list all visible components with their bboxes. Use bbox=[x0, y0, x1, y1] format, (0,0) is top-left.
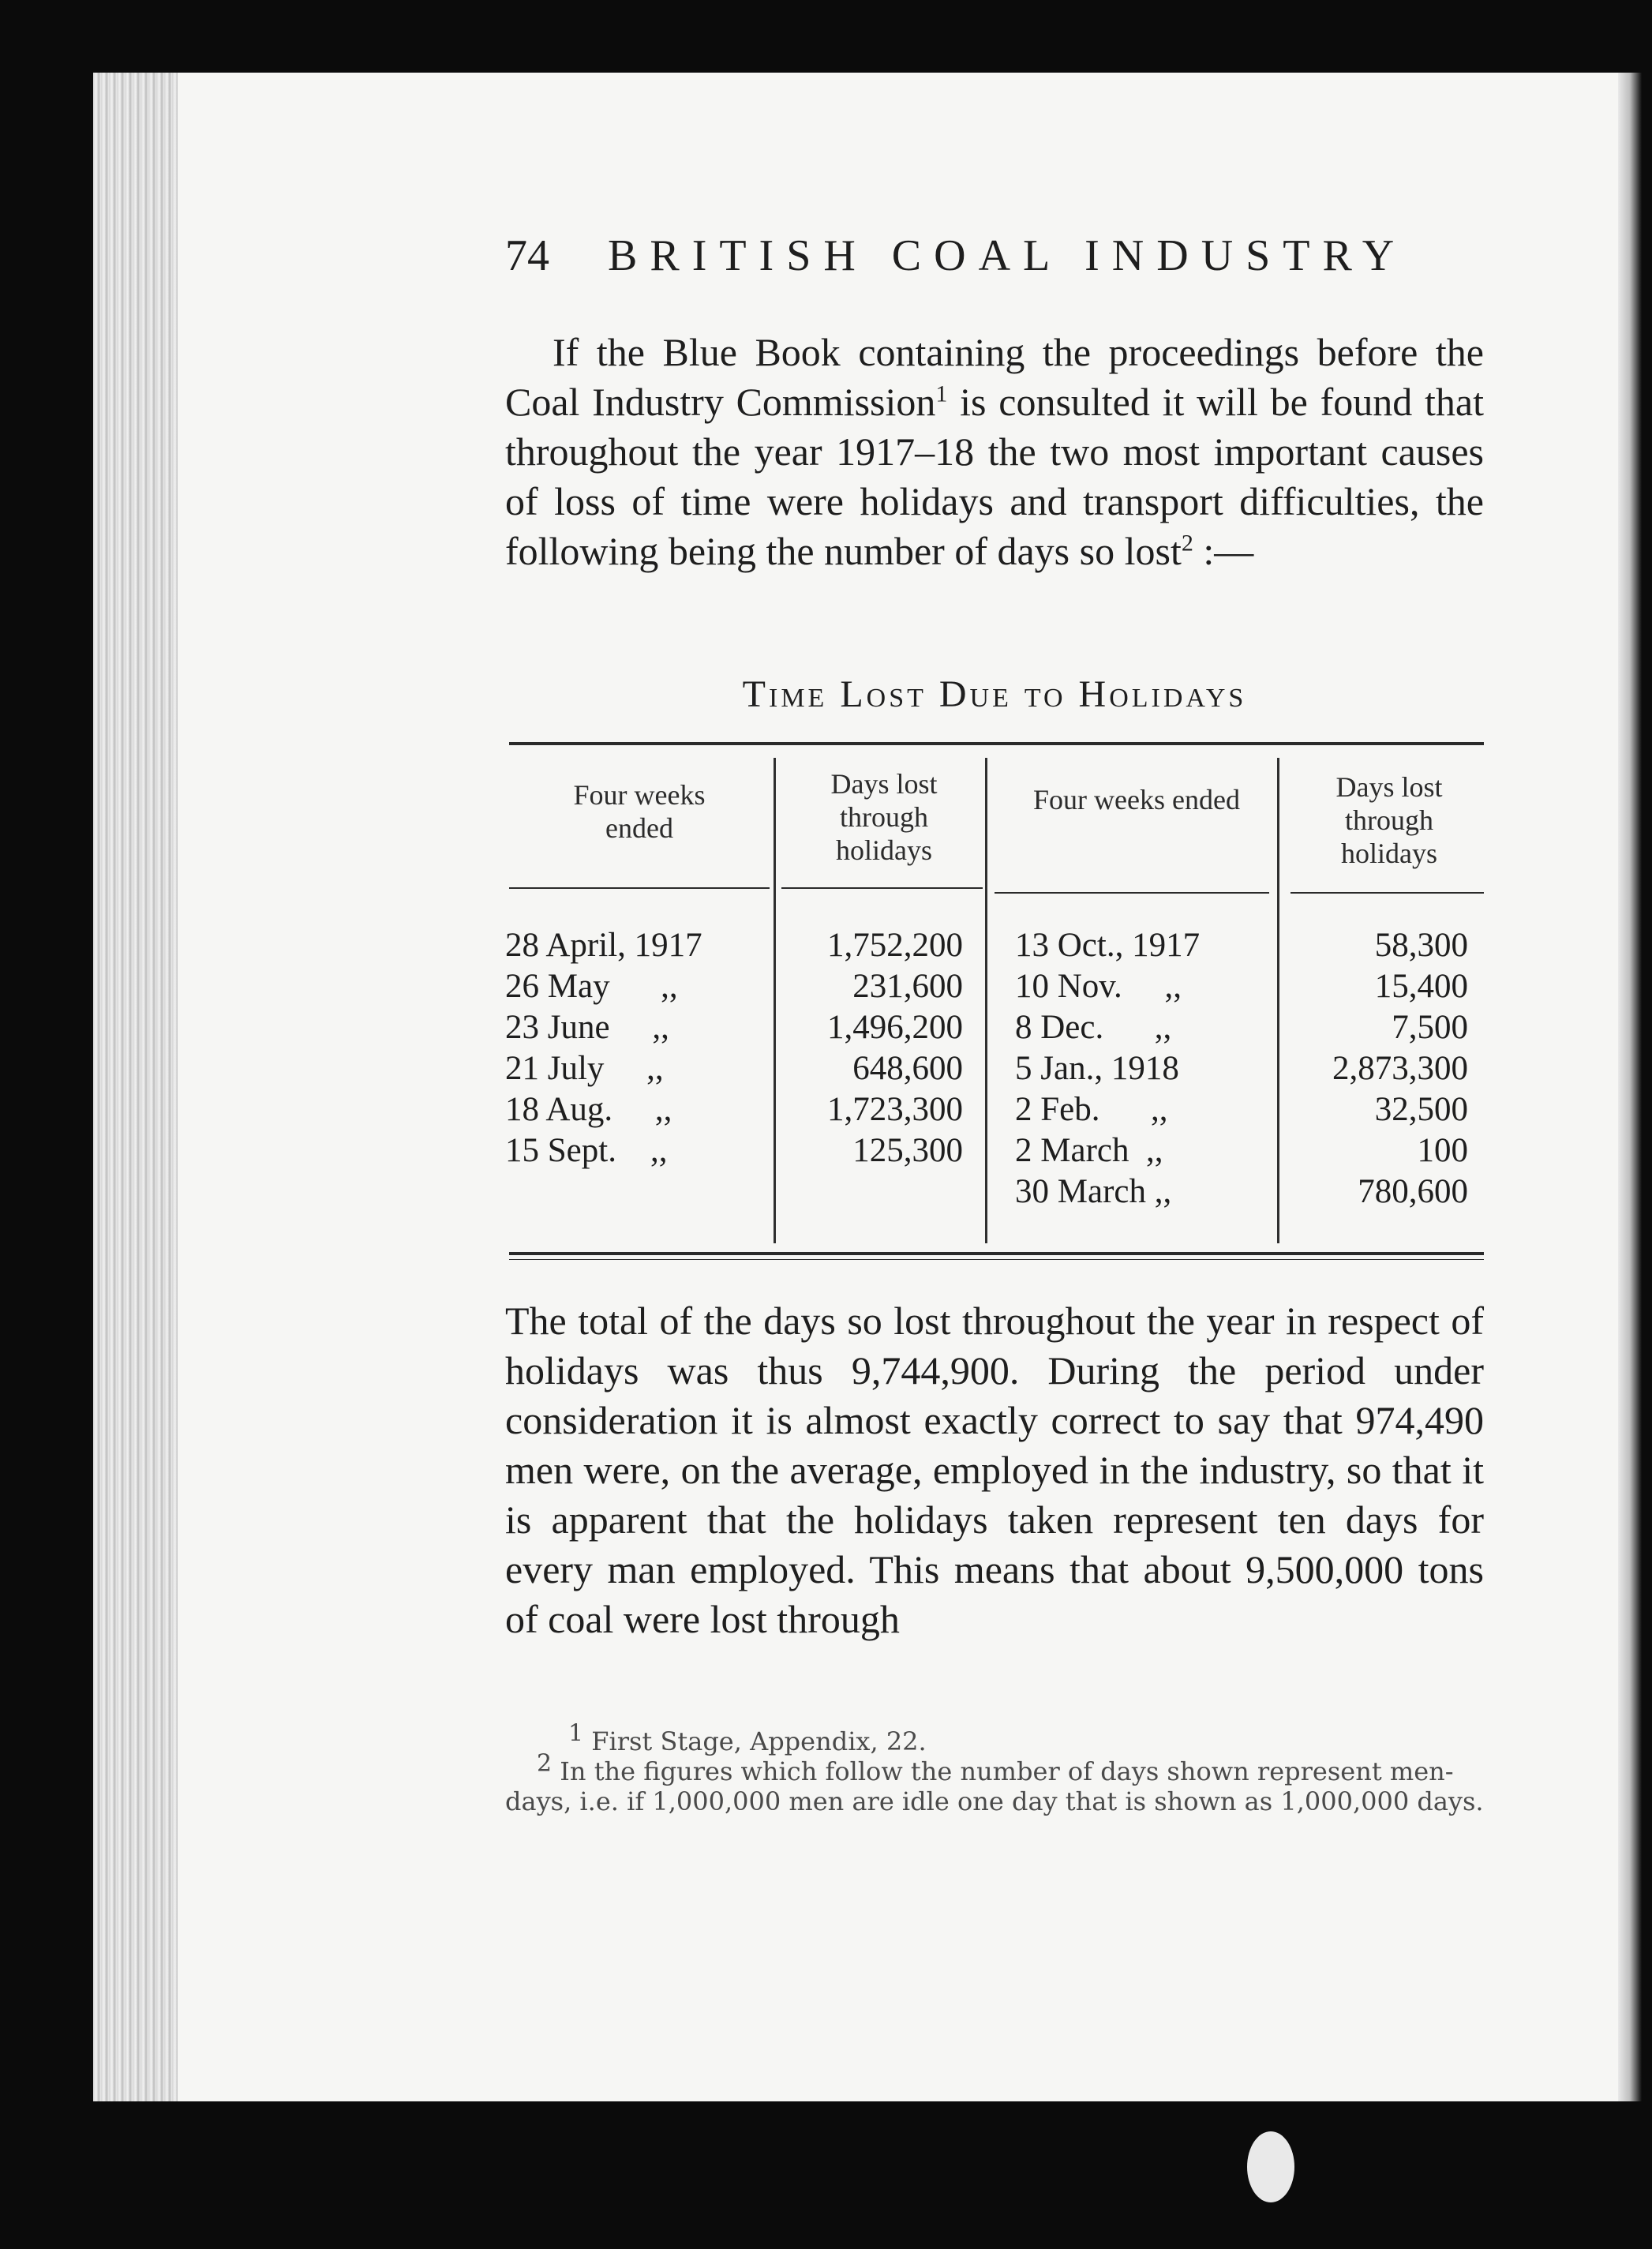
paragraph-intro-text-a: If the Blue Book containing the proceedings before the Coal Industry Commission bbox=[505, 330, 1484, 424]
footnote-1-text: First Stage, Appendix, 22. bbox=[591, 1726, 927, 1756]
left-days-cell: 1,752,200 bbox=[827, 927, 963, 964]
right-period-cell: 2 March ,, bbox=[1015, 1132, 1163, 1169]
left-days-cell: 1,496,200 bbox=[827, 1009, 963, 1046]
book-page-edge bbox=[1618, 73, 1642, 2101]
left-days-cell: 231,600 bbox=[852, 968, 963, 1005]
col-header-days-left: Days lost through holidays bbox=[830, 768, 938, 866]
table-top-rule bbox=[509, 742, 1484, 745]
header-rule-3 bbox=[995, 892, 1269, 894]
right-period-cell: 5 Jan., 1918 bbox=[1015, 1050, 1179, 1087]
footnote-2-mark: 2 bbox=[537, 1749, 553, 1778]
footnote-1-mark: 1 bbox=[568, 1719, 584, 1748]
column-divider-3 bbox=[1277, 758, 1279, 1243]
footnote-1 bbox=[505, 1719, 1484, 1756]
right-period-cell: 30 March ,, bbox=[1015, 1173, 1172, 1210]
left-period-cell: 18 Aug. ,, bbox=[505, 1091, 672, 1128]
header-rule-1 bbox=[509, 887, 770, 889]
table-bottom-rule bbox=[509, 1252, 1484, 1255]
col-header-period-right: Four weeks ended bbox=[1033, 784, 1240, 815]
left-period-cell: 23 June ,, bbox=[505, 1009, 669, 1046]
col-header-days-right: Days lost through holidays bbox=[1335, 771, 1443, 869]
footnotes bbox=[505, 1719, 1484, 1816]
table-title: Time Lost Due to Holidays bbox=[742, 673, 1247, 715]
left-days-cell: 125,300 bbox=[852, 1132, 963, 1169]
paragraph-intro bbox=[505, 328, 1484, 576]
right-days-cell: 58,300 bbox=[1374, 927, 1468, 964]
right-days-cell: 32,500 bbox=[1374, 1091, 1468, 1128]
header-rule-2 bbox=[781, 887, 983, 889]
right-period-cell: 2 Feb. ,, bbox=[1015, 1091, 1168, 1128]
left-days-cell: 648,600 bbox=[852, 1050, 963, 1087]
left-period-cell: 15 Sept. ,, bbox=[505, 1132, 668, 1169]
right-days-cell: 100 bbox=[1417, 1132, 1468, 1169]
column-divider-1 bbox=[774, 758, 776, 1243]
footnote-ref-2: 2 bbox=[1181, 530, 1193, 557]
footnote-2-text: In the figures which follow the number of days shown represent men-days, i.e. if 1,000,000 men are idle one day that is shown as 1,000,000 days. bbox=[505, 1756, 1484, 1816]
right-period-cell: 8 Dec. ,, bbox=[1015, 1009, 1172, 1046]
paragraph-intro-text-b: is consulted it will be found that throughout the year 1917–18 the two most important causes of loss of time were holidays and transport difficulties, the following being the number of days so lost bbox=[505, 380, 1484, 573]
left-period-cell: 28 April, 1917 bbox=[505, 927, 702, 964]
column-divider-2 bbox=[985, 758, 987, 1243]
running-title: BRITISH COAL INDUSTRY bbox=[608, 231, 1407, 280]
right-period-cell: 10 Nov. ,, bbox=[1015, 968, 1182, 1005]
col-header-period-left: Four weeks ended bbox=[573, 779, 706, 844]
book-page-stack bbox=[93, 73, 188, 2101]
right-days-cell: 7,500 bbox=[1392, 1009, 1468, 1046]
running-head bbox=[505, 231, 1407, 281]
left-days-cell: 1,723,300 bbox=[827, 1091, 963, 1128]
left-period-cell: 21 July ,, bbox=[505, 1050, 664, 1087]
page-number: 74 bbox=[505, 231, 549, 280]
right-period-cell: 13 Oct., 1917 bbox=[1015, 927, 1201, 964]
right-days-cell: 2,873,300 bbox=[1332, 1050, 1468, 1087]
left-period-cell: 26 May ,, bbox=[505, 968, 678, 1005]
header-rule-4 bbox=[1291, 892, 1484, 894]
footnote-2 bbox=[505, 1749, 1484, 1816]
right-days-cell: 15,400 bbox=[1374, 968, 1468, 1005]
paragraph-total: The total of the days so lost throughout the year in respect of holidays was thus 9,744,900. During the period under consideration it is almost exactly correct to say that 974,490 men were, on the average, employed in the industry, so that it is apparent that the holidays taken represent ten days for every man employed. This means that about 9,500,000 tons of coal were lost through bbox=[505, 1299, 1484, 1641]
footnote-ref-1: 1 bbox=[935, 380, 948, 407]
paragraph-intro-text-c: :— bbox=[1193, 529, 1254, 573]
table-bottom-rule-thin bbox=[509, 1259, 1484, 1260]
scan-smudge bbox=[1247, 2131, 1294, 2202]
right-days-cell: 780,600 bbox=[1358, 1173, 1468, 1210]
